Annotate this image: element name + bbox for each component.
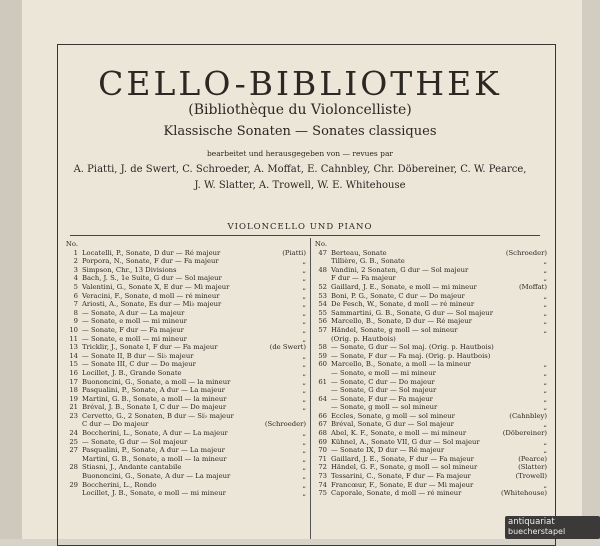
catalog-entry (64, 403, 308, 412)
left-catalog-column (64, 240, 308, 498)
series-heading: Klassische Sonaten — Sonates classiques (163, 124, 437, 139)
catalog-entry (64, 274, 308, 283)
catalog-entry (64, 395, 308, 404)
entry-title: Stiasni, J., Andante cantabile (82, 463, 182, 472)
entry-title: Tessarini, C., Sonate, F dur — Fa majeur (331, 472, 471, 481)
catalog-entry (64, 335, 308, 344)
entry-title: — Sonate III, C dur — Do majeur (82, 360, 196, 369)
entry-title: — Sonate, g moll — sol mineur (331, 403, 438, 412)
entry-title: Martini, G. B., Sonate, a moll — la mineur (82, 394, 227, 403)
catalog-entry (64, 352, 308, 361)
entry-editor: „ (302, 334, 306, 343)
entry-number: 27 (69, 446, 78, 455)
entry-editor: (Slatter) (518, 463, 547, 472)
entry-number: 7 (73, 300, 78, 309)
column-divider (310, 238, 311, 539)
entry-editor: „ (543, 360, 547, 369)
catalog-entry (64, 240, 308, 249)
entry-editor: „ (302, 454, 306, 463)
entry-number: 66 (318, 411, 327, 420)
right-catalog-column (313, 240, 549, 498)
entry-number: 29 (69, 480, 78, 489)
entry-editor: „ (302, 308, 306, 317)
entry-number: 57 (318, 325, 327, 334)
entry-editor: (Döbereiner) (502, 429, 547, 438)
entry-editor: „ (543, 403, 547, 412)
entry-number: 70 (318, 446, 327, 455)
entry-title: Gaillard, J. E., Sonate, e moll — mi mineur (331, 282, 477, 291)
entry-number: 16 (69, 368, 78, 377)
editors-line-1: A. Piatti, J. de Swert, C. Schroeder, A. Moffat, E. Cahnbley, Chr. Döbereiner, C. W. Pearce, (73, 164, 527, 175)
catalog-entry (313, 455, 549, 464)
catalog-entry (313, 489, 549, 498)
catalog-entry (313, 481, 549, 490)
catalog-entry (64, 360, 308, 369)
entry-title: — Sonate IX, D dur — Ré majeur (331, 446, 445, 455)
catalog-entry (313, 369, 549, 378)
catalog-entry (313, 472, 549, 481)
entry-editor: „ (543, 377, 547, 386)
catalog-entry (313, 429, 549, 438)
entry-title: Valentini, G., Sonate X, E dur — Mi majeur (82, 282, 230, 291)
watermark-badge (505, 516, 600, 539)
entry-editor: „ (302, 463, 306, 472)
entry-title: Boccherini, L., Rondo (82, 480, 157, 489)
entry-title: (Orig. p. Hautbois) (331, 334, 396, 343)
entry-title: Berteau, Sonate (331, 248, 387, 257)
entry-number: 9 (73, 317, 78, 326)
entry-editor: (Piatti) (282, 248, 306, 257)
entry-title: Caporale, Sonate, d moll — ré mineur (331, 489, 462, 498)
catalog-entry (313, 352, 549, 361)
entry-number: 48 (318, 265, 327, 274)
entry-title: — Sonate, F dur — Fa majeur (331, 394, 433, 403)
entry-title: Händel, Sonate, g moll — sol mineur (331, 325, 458, 334)
entry-number: 64 (318, 394, 327, 403)
catalog-entry (313, 463, 549, 472)
catalog-entry (313, 403, 549, 412)
entry-number: 75 (318, 489, 327, 498)
entry-editor: „ (543, 291, 547, 300)
entry-number: 52 (318, 282, 327, 291)
entry-editor: (Schroeder) (264, 420, 306, 429)
entry-title: Cervetto, G., 2 Sonaten, B dur — Si♭ majeur (82, 411, 234, 420)
entry-editor: „ (302, 274, 306, 283)
entry-number: 53 (318, 291, 327, 300)
catalog-entry (64, 420, 308, 429)
section-title: VIOLONCELLO UND PIANO (227, 222, 373, 232)
entry-number: 2 (73, 257, 78, 266)
entry-number: No. (65, 240, 78, 248)
catalog-entry (64, 309, 308, 318)
entry-number: 5 (73, 282, 78, 291)
entry-title: Ariosti, A., Sonate, Es dur — Mi♭ majeur (82, 300, 222, 309)
catalog-entry (313, 326, 549, 335)
entry-title: — Sonate, F dur — Fa majeur (82, 325, 184, 334)
catalog-entry (64, 300, 308, 309)
catalog-entry (313, 395, 549, 404)
entry-editor: (Pearce) (518, 454, 547, 463)
entry-title: Buononcini, G., Sonate, a moll — la mineur (82, 377, 231, 386)
entry-number: 17 (69, 377, 78, 386)
entry-number: No. (314, 240, 327, 248)
entry-number: 68 (318, 429, 327, 438)
entry-title: — Sonate, G dur — Sol maj. (Orig. p. Hautbois) (331, 343, 494, 352)
entry-title: Marcello, B., Sonate, D dur — Ré majeur (331, 317, 472, 326)
catalog-entry (313, 292, 549, 301)
entry-title: Tillière, G. B., Sonate (331, 257, 405, 266)
catalog-entry (313, 257, 549, 266)
catalog-entry (64, 283, 308, 292)
entry-editor: „ (543, 437, 547, 446)
entry-editor: „ (302, 386, 306, 395)
entry-number: 13 (69, 343, 78, 352)
entry-editor: „ (302, 489, 306, 498)
entry-number: 28 (69, 463, 78, 472)
catalog-entry (64, 326, 308, 335)
entry-title: Buononcini, G., Sonate, A dur — La majeur (82, 472, 231, 481)
section-rule (70, 235, 540, 236)
entry-editor: „ (302, 257, 306, 266)
entry-editor: „ (543, 300, 547, 309)
entry-editor: „ (302, 472, 306, 481)
entry-title: Pasqualini, P., Sonate, A dur — La majeur (82, 446, 225, 455)
entry-editor: (Trowell) (515, 472, 547, 481)
catalog-entry (64, 481, 308, 490)
catalog-entry (313, 317, 549, 326)
entry-number: 21 (69, 403, 78, 412)
entry-title: C dur — Do majeur (82, 420, 149, 429)
catalog-entry (313, 249, 549, 258)
entry-title: Bach, J. S., 1e Suite, G dur — Sol majeur (82, 274, 222, 283)
editors-list (0, 162, 600, 194)
entry-editor: „ (302, 429, 306, 438)
catalog-entry (313, 446, 549, 455)
entry-number: 4 (73, 274, 78, 283)
entry-title: Simpson, Chr., 13 Divisions (82, 265, 177, 274)
catalog-entry (313, 420, 549, 429)
entry-title: Gaillard, J. E., Sonate, F dur — Fa majeur (331, 454, 474, 463)
entry-title: — Sonate, e moll — mi mineur (82, 317, 187, 326)
entry-number: 1 (73, 248, 78, 257)
page-title: CELLO-BIBLIOTHEK (98, 64, 502, 103)
catalog-entry (313, 343, 549, 352)
entry-title: Boccherini, L., Sonate, A dur — La majeur (82, 429, 228, 438)
entry-number: 69 (318, 437, 327, 446)
entry-title: — Sonate, F dur — Fa maj. (Orig. p. Hautbois) (331, 351, 491, 360)
entry-title: Locillet, J. B., Grande Sonate (82, 368, 182, 377)
entry-editor: „ (302, 403, 306, 412)
catalog-entry (313, 386, 549, 395)
entry-title: Abel, K. F., Sonate, e moll — mi mineur (331, 429, 467, 438)
entry-editor: „ (543, 257, 547, 266)
entry-editor: „ (302, 317, 306, 326)
entry-number: 14 (69, 351, 78, 360)
entry-number: 56 (318, 317, 327, 326)
catalog-entry (313, 378, 549, 387)
entry-editor: „ (302, 300, 306, 309)
watermark-line-1: antiquariat (508, 517, 555, 527)
entry-editor: (Schroeder) (505, 248, 547, 257)
catalog-entry (64, 249, 308, 258)
catalog-entry (64, 378, 308, 387)
entry-number: 3 (73, 265, 78, 274)
catalog-entry (64, 429, 308, 438)
entry-editor: (de Swert) (269, 343, 306, 352)
entry-number: 10 (69, 325, 78, 334)
entry-number: 8 (73, 308, 78, 317)
entry-title: Tricklir, J., Sonate I, F dur — Fa majeur (82, 343, 218, 352)
entry-number: 71 (318, 454, 327, 463)
entry-title: Locillet, J. B., Sonate, e moll — mi mineur (82, 489, 226, 498)
entry-title: Sammartini, G. B., Sonate, G dur — Sol majeur (331, 308, 493, 317)
catalog-entry (313, 240, 549, 249)
catalog-entry (64, 292, 308, 301)
entry-editor: „ (302, 394, 306, 403)
entry-title: Bréval, J. B., Sonate I, C dur — Do majeur (82, 403, 227, 412)
entry-title: — Sonate, e moll — mi mineur (331, 368, 436, 377)
entry-editor: „ (302, 265, 306, 274)
entry-title: Veracini, F., Sonate, d moll — ré mineur (82, 291, 220, 300)
entry-title: Boni, P. G., Sonate, C dur — Do majeur (331, 291, 465, 300)
catalog-entry (313, 274, 549, 283)
entry-editor: „ (302, 291, 306, 300)
entry-number: 25 (69, 437, 78, 446)
catalog-entry (313, 300, 549, 309)
entry-editor: „ (302, 377, 306, 386)
edited-by-line: bearbeitet und herausgegeben von — revues par (206, 149, 394, 158)
catalog-entry (64, 386, 308, 395)
catalog-entry (64, 369, 308, 378)
entry-number: 55 (318, 308, 327, 317)
entry-number: 59 (318, 351, 327, 360)
entry-title: Vandini, 2 Sonaten, G dur — Sol majeur (331, 265, 469, 274)
entry-title: De Fesch, W., Sonate, d moll — ré mineur (331, 300, 475, 309)
entry-title: Pasqualini, P., Sonate, A dur — La majeur (82, 386, 225, 395)
entry-number: 23 (69, 411, 78, 420)
catalog-entry (64, 412, 308, 421)
catalog-entry (313, 266, 549, 275)
catalog-entry (64, 463, 308, 472)
catalog-entry (313, 309, 549, 318)
entry-editor: „ (543, 394, 547, 403)
entry-number: 15 (69, 360, 78, 369)
catalog-entry (64, 266, 308, 275)
entry-editor: „ (543, 308, 547, 317)
catalog-entry (64, 489, 308, 498)
entry-number: 67 (318, 420, 327, 429)
catalog-entry (64, 472, 308, 481)
entry-number: 58 (318, 343, 327, 352)
catalog-entry (313, 335, 549, 344)
entry-number: 60 (318, 360, 327, 369)
catalog-entry (64, 446, 308, 455)
entry-title: Martini, G. B., Sonate, a moll — la mineur (82, 454, 227, 463)
entry-editor: „ (543, 480, 547, 489)
entry-number: 73 (318, 472, 327, 481)
entry-title: — Sonate, G dur — Sol majeur (331, 386, 437, 395)
catalog-entry (64, 455, 308, 464)
entry-number: 18 (69, 386, 78, 395)
entry-editor: (Cahnbley) (509, 411, 547, 420)
entry-editor: „ (302, 351, 306, 360)
entry-editor: (Moffat) (519, 282, 547, 291)
entry-editor: „ (543, 446, 547, 455)
entry-title: Händel, G. F., Sonate, g moll — sol mineur (331, 463, 478, 472)
editors-line-2: J. W. Slatter, A. Trowell, W. E. Whitehouse (194, 180, 406, 191)
catalog-entry (313, 438, 549, 447)
catalog-entry (64, 317, 308, 326)
catalog-entry (313, 412, 549, 421)
entry-title: Eccles, Sonate, g moll — sol mineur (331, 411, 455, 420)
entry-number: 19 (69, 394, 78, 403)
entry-title: Marcello, B., Sonate, a moll — la mineur (331, 360, 471, 369)
catalog-entry (64, 438, 308, 447)
entry-title: — Sonate, C dur — Do majeur (331, 377, 435, 386)
entry-editor: „ (543, 274, 547, 283)
entry-number: 47 (318, 248, 327, 257)
entry-title: Kühnel, A., Sonate VII, G dur — Sol majeur (331, 437, 480, 446)
page-subtitle: (Bibliothèque du Violoncelliste) (188, 102, 412, 118)
entry-number: 24 (69, 429, 78, 438)
catalog-entry (313, 360, 549, 369)
entry-editor: „ (543, 325, 547, 334)
entry-editor: „ (543, 368, 547, 377)
entry-editor: „ (302, 325, 306, 334)
entry-editor: „ (302, 368, 306, 377)
entry-title: Porpora, N., Sonate, F dur — Fa majeur (82, 257, 219, 266)
entry-title: — Sonate, e moll — mi mineur (82, 334, 187, 343)
entry-title: Locatelli, P., Sonate, D dur — Ré majeur (82, 248, 221, 257)
entry-editor: „ (302, 282, 306, 291)
entry-title: — Sonate, A dur — La majeur (82, 308, 185, 317)
entry-number: 6 (73, 291, 78, 300)
entry-editor: „ (302, 446, 306, 455)
entry-editor: „ (543, 420, 547, 429)
catalog-entry (64, 257, 308, 266)
entry-number: 54 (318, 300, 327, 309)
entry-title: Bréval, Sonate, G dur — Sol majeur (331, 420, 454, 429)
entry-number: 74 (318, 480, 327, 489)
entry-title: F dur — Fa majeur (331, 274, 396, 283)
entry-editor: „ (543, 386, 547, 395)
entry-editor: (Whitehouse) (501, 489, 547, 498)
catalog-entry (313, 283, 549, 292)
entry-editor: „ (543, 317, 547, 326)
entry-number: 72 (318, 463, 327, 472)
entry-editor: „ (302, 360, 306, 369)
entry-number: 11 (69, 334, 78, 343)
entry-title: Francœur, F., Sonate, E dur — Mi majeur (331, 480, 474, 489)
entry-editor: „ (302, 480, 306, 489)
entry-number: 61 (318, 377, 327, 386)
watermark-line-2: buecherstapel (508, 527, 566, 536)
catalog-entry (64, 343, 308, 352)
entry-title: — Sonate II, B dur — Si♭ majeur (82, 351, 194, 360)
entry-editor: „ (543, 265, 547, 274)
entry-editor: „ (302, 437, 306, 446)
entry-title: — Sonate, G dur — Sol majeur (82, 437, 188, 446)
